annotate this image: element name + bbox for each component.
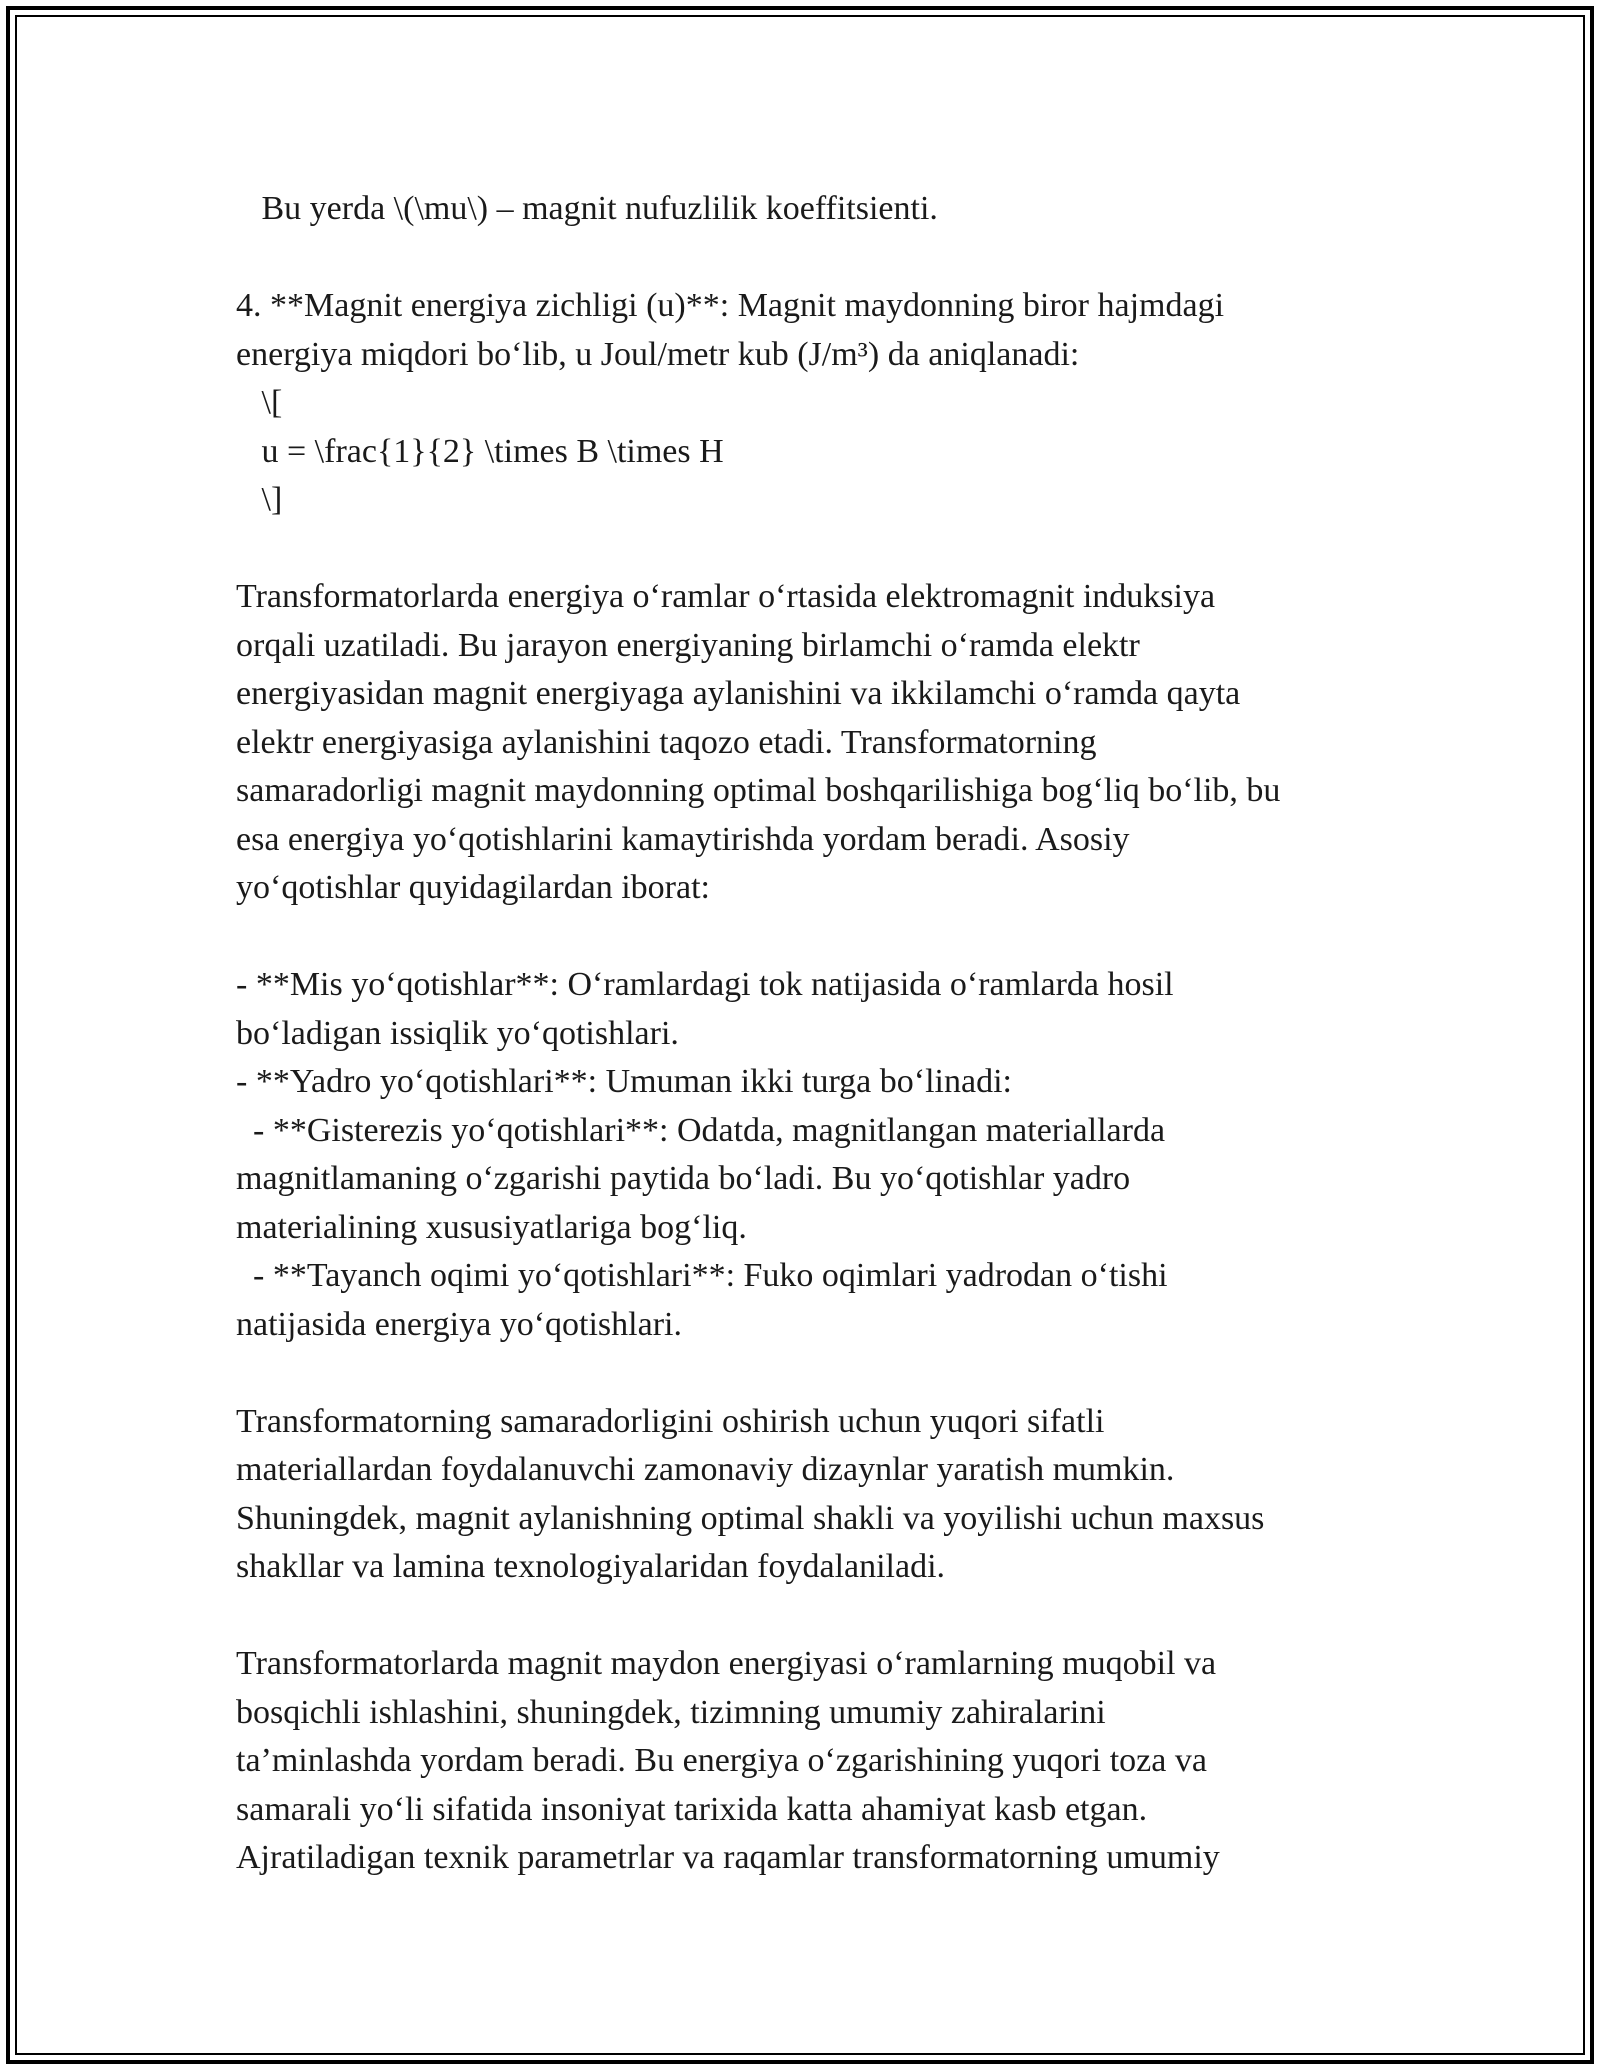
list-line: - **Gisterezis yo‘qotishlari**: Odatda, magnitlangan materiallarda — [236, 1111, 1166, 1149]
list-line: materialining xususiyatlariga bog‘liq. — [236, 1208, 747, 1246]
blank-line — [236, 234, 1396, 283]
blank-line — [236, 1592, 1396, 1641]
text-line: Shuningdek, magnit aylanishning optimal shakli va yoyilishi uchun maxsus — [236, 1499, 1265, 1537]
text-line: Transformatorning samaradorligini oshirish uchun yuqori sifatli — [236, 1402, 1105, 1440]
text-line: energiyasidan magnit energiyaga aylanishini va ikkilamchi o‘ramda qayta — [236, 675, 1241, 712]
text-line: elektr energiyasiga aylanishini taqozo etadi. Transformatorning — [236, 723, 1097, 761]
blank-line — [236, 525, 1396, 574]
list-line: natijasida energiya yo‘qotishlari. — [236, 1305, 682, 1343]
text-line: materiallardan foydalanuvchi zamonaviy dizaynlar yaratish mumkin. — [236, 1451, 1175, 1488]
blank-line — [236, 913, 1396, 962]
text-line: samaradorligi magnit maydonning optimal boshqarilishiga bog‘liq bo‘lib, bu — [236, 772, 1281, 809]
document-page — [236, 185, 1396, 1883]
text-line: Ajratiladigan texnik parametrlar va raqamlar transformatorning umumiy — [236, 1839, 1220, 1876]
text-line: Transformatorlarda energiya o‘ramlar o‘rtasida elektromagnit induksiya — [236, 578, 1216, 615]
list-line: bo‘ladigan issiqlik yo‘qotishlari. — [236, 1014, 679, 1052]
text-line: energiya miqdori bo‘lib, u Joul/metr kub (J/m³) da aniqlanadi: — [236, 335, 1080, 373]
formula-line: \] — [236, 481, 283, 518]
formula-line: \[ — [236, 384, 283, 421]
text-line: shakllar va lamina texnologiyalaridan foydalaniladi. — [236, 1548, 946, 1585]
text-line: ta’minlashda yordam beradi. Bu energiya o‘zgarishining yuqori toza va — [236, 1742, 1207, 1779]
text-line: yo‘qotishlar quyidagilardan iborat: — [236, 869, 710, 906]
blank-line — [236, 1349, 1396, 1398]
list-line: magnitlamaning o‘zgarishi paytida bo‘ladi. Bu yo‘qotishlar yadro — [236, 1160, 1131, 1197]
text-line: samarali yo‘li sifatida insoniyat tarixida katta ahamiyat kasb etgan. — [236, 1790, 1148, 1828]
text-line: Transformatorlarda magnit maydon energiyasi o‘ramlarning muqobil va — [236, 1645, 1217, 1682]
list-line: - **Tayanch oqimi yo‘qotishlari**: Fuko oqimlari yadrodan o‘tishi — [236, 1257, 1168, 1294]
text-line: 4. **Magnit energiya zichligi (u)**: Magnit maydonning biror hajmdagi — [236, 287, 1225, 324]
text-line: esa energiya yo‘qotishlarini kamaytirishda yordam beradi. Asosiy — [236, 820, 1130, 858]
text-line: Bu yerda \(\mu\) – magnit nufuzlilik koeffitsienti. — [236, 190, 938, 227]
list-line: - **Yadro yo‘qotishlari**: Umuman ikki turga bo‘linadi: — [236, 1063, 1012, 1100]
formula-line: u = \frac{1}{2} \times B \times H — [236, 432, 724, 470]
list-line: - **Mis yo‘qotishlar**: O‘ramlardagi tok natijasida o‘ramlarda hosil — [236, 966, 1174, 1003]
text-line: bosqichli ishlashini, shuningdek, tizimning umumiy zahiralarini — [236, 1693, 1106, 1731]
text-line: orqali uzatiladi. Bu jarayon energiyaning birlamchi o‘ramda elektr — [236, 626, 1140, 664]
